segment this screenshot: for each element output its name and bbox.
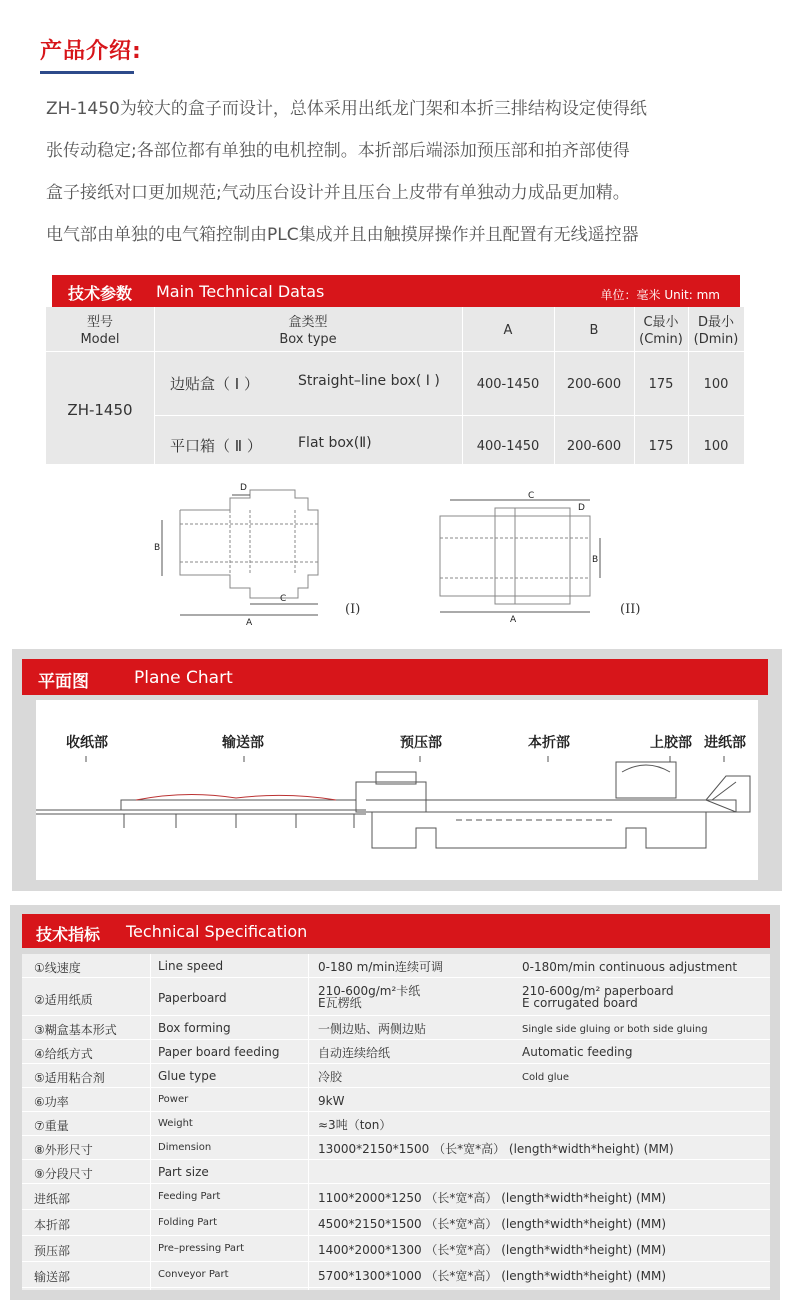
title-underline bbox=[40, 71, 134, 74]
header-a: A bbox=[503, 323, 513, 338]
tech-spec-header bbox=[22, 914, 770, 948]
spec-value-zh: 一侧边贴、两侧边贴 bbox=[318, 1022, 427, 1036]
spec-value-zh: 13000*2150*1500 （长*宽*高） (length*width*height) (MM) bbox=[318, 1142, 674, 1156]
spec-label-en: Conveyor Part bbox=[158, 1269, 229, 1280]
tech-spec-table bbox=[22, 954, 770, 1290]
spec-label-zh: ⑥功率 bbox=[34, 1095, 69, 1109]
header-d-en: (Dmin) bbox=[693, 332, 739, 347]
spec-value-en: 210-600g/m² paperboard bbox=[522, 984, 674, 998]
tech-params-title-zh: 技术参数 bbox=[68, 284, 133, 303]
intro-paragraph bbox=[46, 88, 756, 256]
spec-row bbox=[22, 1184, 770, 1210]
plane-chart-body bbox=[36, 700, 758, 880]
tech-params-header bbox=[52, 275, 740, 307]
spec-row bbox=[22, 978, 770, 1016]
row2-type-zh: 平口箱（ Ⅱ ） bbox=[170, 437, 262, 455]
model-value: ZH-1450 bbox=[67, 401, 133, 419]
intro-line: 电气部由单独的电气箱控制由PLC集成并且由触摸屏操作并且配置有无线遥控器 bbox=[46, 225, 639, 245]
spec-label-en: Power bbox=[158, 1094, 189, 1105]
flat-box-diagram bbox=[440, 500, 600, 612]
spec-row bbox=[22, 1262, 770, 1288]
spec-label-en: Feeding Part bbox=[158, 1191, 221, 1202]
spec-label-zh: 预压部 bbox=[34, 1244, 71, 1258]
spec-label-en: Paper board feeding bbox=[158, 1045, 280, 1059]
row2-b: 200-600 bbox=[566, 439, 622, 454]
spec-value-zh: 9kW bbox=[318, 1094, 345, 1108]
section-label-gluing: 上胶部 bbox=[650, 735, 692, 751]
row2-d: 100 bbox=[703, 439, 729, 454]
spec-label-zh: 本折部 bbox=[34, 1218, 71, 1232]
spec-row bbox=[22, 1210, 770, 1236]
tech-spec-title-zh: 技术指标 bbox=[36, 925, 101, 944]
header-model-en: Model bbox=[80, 332, 120, 347]
spec-value-en: Cold glue bbox=[522, 1072, 570, 1083]
dim-a-label: A bbox=[246, 618, 253, 628]
unit-label: 单位：毫米 Unit: mm bbox=[600, 288, 720, 302]
spec-row bbox=[22, 1016, 770, 1040]
header-c-zh: C最小 bbox=[643, 315, 679, 330]
spec-label-zh: ⑨分段尺寸 bbox=[34, 1167, 93, 1181]
spec-row bbox=[22, 1064, 770, 1088]
section-label-folding: 本折部 bbox=[528, 735, 570, 751]
dim-b-label: B bbox=[592, 555, 599, 565]
plane-chart-header bbox=[22, 659, 768, 695]
row1-type-zh: 边贴盒（ Ⅰ ） bbox=[170, 375, 259, 393]
spec-label-zh: ③糊盒基本形式 bbox=[34, 1023, 117, 1037]
spec-label-zh: ②适用纸质 bbox=[34, 993, 93, 1007]
diagram-caption-1: (I) bbox=[345, 602, 361, 617]
intro-line: 盒子接纸对口更加规范;气动压台设计并且压台上皮带有单独动力成品更加精。 bbox=[46, 183, 630, 203]
spec-label-en: Weight bbox=[158, 1118, 193, 1129]
spec-row bbox=[22, 1088, 770, 1112]
spec-label-en: Part size bbox=[158, 1165, 209, 1179]
spec-value-zh: 自动连续给纸 bbox=[318, 1046, 391, 1060]
spec-row bbox=[22, 1112, 770, 1136]
row1-c: 175 bbox=[648, 377, 674, 392]
plane-chart-title-en: Plane Chart bbox=[134, 668, 233, 688]
dim-d-label: D bbox=[578, 503, 585, 513]
header-c-en: (Cmin) bbox=[639, 332, 683, 347]
header-model-zh: 型号 bbox=[86, 315, 113, 330]
row2-type-en: Flat box(Ⅱ) bbox=[298, 435, 372, 451]
spec-label-en: Line speed bbox=[158, 959, 224, 973]
spec-row bbox=[22, 1160, 770, 1184]
spec-value-zh: 1400*2000*1300 （长*宽*高） (length*width*height) (MM) bbox=[318, 1243, 667, 1257]
spec-row bbox=[22, 954, 770, 978]
plane-chart-title-zh: 平面图 bbox=[38, 672, 89, 692]
tech-spec-title-en: Technical Specification bbox=[126, 922, 308, 941]
section-label-delivery: 收纸部 bbox=[66, 735, 108, 751]
spec-value-zh-2: E瓦楞纸 bbox=[318, 996, 362, 1010]
row1-a: 400-1450 bbox=[476, 377, 540, 392]
row1-b: 200-600 bbox=[566, 377, 622, 392]
section-label-prepress: 预压部 bbox=[400, 735, 442, 751]
row1-type-en: Straight–line box( Ⅰ ) bbox=[298, 373, 440, 389]
spec-row bbox=[22, 1136, 770, 1160]
spec-value-en: Single side gluing or both side gluing bbox=[522, 1024, 708, 1035]
spec-value-en-2: E corrugated board bbox=[522, 996, 638, 1010]
header-boxtype-en: Box type bbox=[279, 332, 337, 347]
spec-label-en: Box forming bbox=[158, 1021, 231, 1035]
spec-label-zh: ⑤适用粘合剂 bbox=[34, 1071, 105, 1085]
section-label-feeding: 进纸部 bbox=[704, 735, 746, 751]
spec-label-zh: 输送部 bbox=[34, 1270, 71, 1284]
intro-title: 产品介绍: bbox=[40, 39, 142, 64]
header-d-zh: D最小 bbox=[697, 315, 734, 330]
spec-value-zh: 4500*2150*1500 （长*宽*高） (length*width*height) (MM) bbox=[318, 1217, 667, 1231]
intro-line: ZH-1450为较大的盒子而设计，总体采用出纸龙门架和本折三排结构设定使得纸 bbox=[46, 99, 647, 119]
machine-diagram bbox=[36, 700, 758, 880]
dim-d-label: D bbox=[240, 483, 247, 493]
spec-value-zh: 5700*1300*1000 （长*宽*高） (length*width*height) (MM) bbox=[318, 1269, 667, 1283]
spec-label-zh: ⑦重量 bbox=[34, 1119, 69, 1133]
spec-value-en: Automatic feeding bbox=[522, 1045, 633, 1059]
spec-label-en: Folding Part bbox=[158, 1217, 218, 1228]
spec-label-en: Glue type bbox=[158, 1069, 217, 1083]
spec-label-en: Paperboard bbox=[158, 991, 227, 1005]
spec-label-en: Pre–pressing Part bbox=[158, 1243, 245, 1254]
tech-params-table bbox=[46, 307, 744, 464]
straight-line-box-diagram bbox=[162, 490, 318, 615]
header-b: B bbox=[589, 323, 599, 338]
spec-value-zh: 冷胶 bbox=[318, 1070, 343, 1084]
spec-row bbox=[22, 1040, 770, 1064]
row1-d: 100 bbox=[703, 377, 729, 392]
dim-a-label: A bbox=[510, 615, 517, 625]
spec-value-zh: 0-180 m/min连续可调 bbox=[318, 960, 444, 974]
spec-row bbox=[22, 1236, 770, 1262]
dim-c-label: C bbox=[280, 594, 287, 604]
spec-value-en: 0-180m/min continuous adjustment bbox=[522, 960, 738, 974]
tech-params-title-en: Main Technical Datas bbox=[156, 282, 325, 301]
header-boxtype-zh: 盒类型 bbox=[288, 315, 328, 330]
spec-label-zh: 进纸部 bbox=[34, 1192, 71, 1206]
spec-label-zh: ⑧外形尺寸 bbox=[34, 1143, 93, 1157]
spec-value-zh: ≈3吨（ton） bbox=[318, 1118, 392, 1132]
diagram-caption-2: (II) bbox=[620, 602, 641, 617]
spec-value-zh: 1100*2000*1250 （长*宽*高） (length*width*height) (MM) bbox=[318, 1191, 667, 1205]
dim-c-label: C bbox=[528, 491, 535, 501]
row2-a: 400-1450 bbox=[476, 439, 540, 454]
spec-label-zh: ④给纸方式 bbox=[34, 1047, 93, 1061]
section-label-conveyor: 输送部 bbox=[222, 735, 264, 751]
row2-c: 175 bbox=[648, 439, 674, 454]
dim-b-label: B bbox=[154, 543, 161, 553]
intro-line: 张传动稳定;各部位都有单独的电机控制。本折部后端添加预压部和拍齐部使得 bbox=[46, 141, 630, 161]
spec-label-en: Dimension bbox=[158, 1142, 212, 1153]
spec-value-zh: 210-600g/m²卡纸 bbox=[318, 984, 421, 998]
box-diagrams bbox=[150, 480, 690, 630]
box-diagram-svg bbox=[150, 480, 690, 630]
spec-label-zh: ①线速度 bbox=[34, 961, 81, 975]
